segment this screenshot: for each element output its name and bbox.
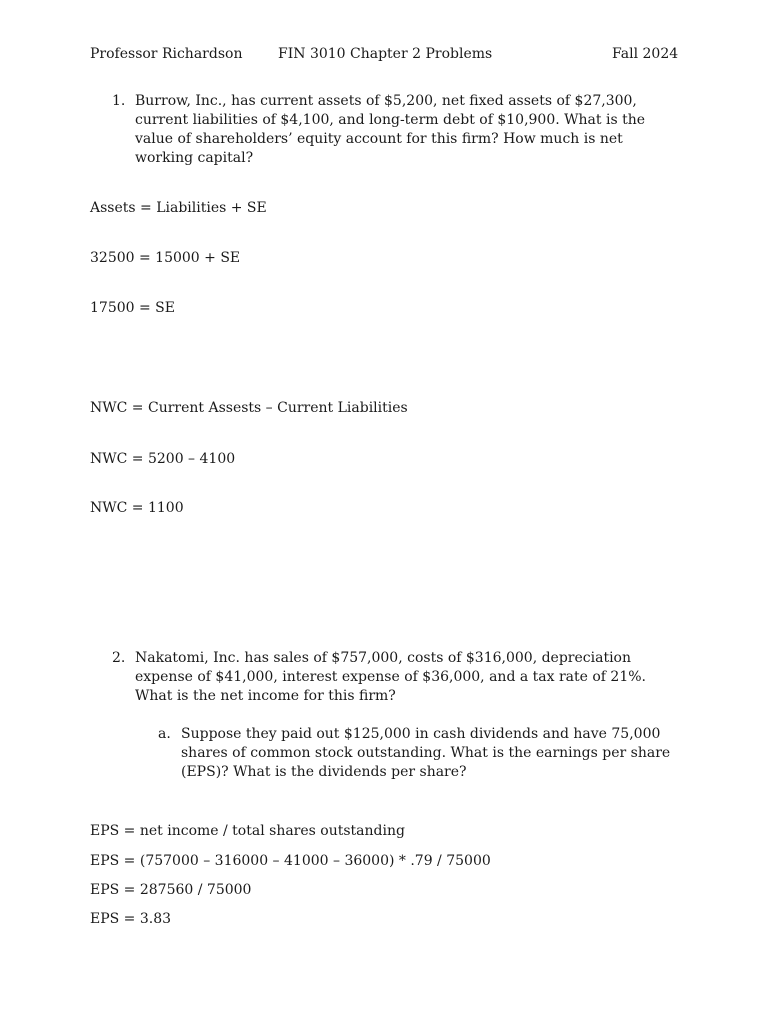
header-term: Fall 2024 (612, 46, 679, 62)
answer-1-equity-step: 17500 = SE (90, 300, 175, 316)
answer-2-eps-step: EPS = net income / total shares outstanding (90, 823, 405, 839)
question-1-line: Burrow, Inc., has current assets of $5,200, net fixed assets of $27,300, (135, 93, 637, 109)
question-2a-label: a. (158, 726, 171, 742)
question-2a-line: (EPS)? What is the dividends per share? (181, 764, 467, 780)
answer-1-equity-step: Assets = Liabilities + SE (90, 200, 267, 216)
question-2-text (135, 649, 646, 706)
question-2-line: expense of $41,000, interest expense of $36,000, and a tax rate of 21%. (135, 669, 646, 685)
answer-1-nwc-step: NWC = Current Assests – Current Liabilities (90, 400, 408, 416)
question-2-number: 2. (112, 650, 126, 666)
header-instructor: Professor Richardson (90, 46, 243, 62)
answer-2-eps-step: EPS = 3.83 (90, 911, 172, 927)
answer-2-eps-step: EPS = 287560 / 75000 (90, 882, 252, 898)
question-2a-text (181, 725, 670, 782)
question-1-line: working capital? (135, 150, 254, 166)
header-course: FIN 3010 Chapter 2 Problems (278, 46, 493, 62)
question-1-line: current liabilities of $4,100, and long-term debt of $10,900. What is the (135, 112, 646, 128)
answer-2-eps-step: EPS = (757000 – 316000 – 41000 – 36000) * .79 / 75000 (90, 853, 491, 869)
question-2-line: What is the net income for this firm? (135, 688, 396, 704)
question-1-text (135, 92, 645, 168)
question-2-line: Nakatomi, Inc. has sales of $757,000, costs of $316,000, depreciation (135, 650, 631, 666)
question-2a-line: Suppose they paid out $125,000 in cash dividends and have 75,000 (181, 726, 661, 742)
question-2a-line: shares of common stock outstanding. What is the earnings per share (181, 745, 671, 761)
answer-1-equity-step: 32500 = 15000 + SE (90, 250, 241, 266)
answer-1-nwc-step: NWC = 5200 – 4100 (90, 451, 236, 467)
answer-1-nwc-step: NWC = 1100 (90, 500, 184, 516)
question-1-line: value of shareholders’ equity account for this firm? How much is net (135, 131, 623, 147)
question-1-number: 1. (112, 93, 126, 109)
